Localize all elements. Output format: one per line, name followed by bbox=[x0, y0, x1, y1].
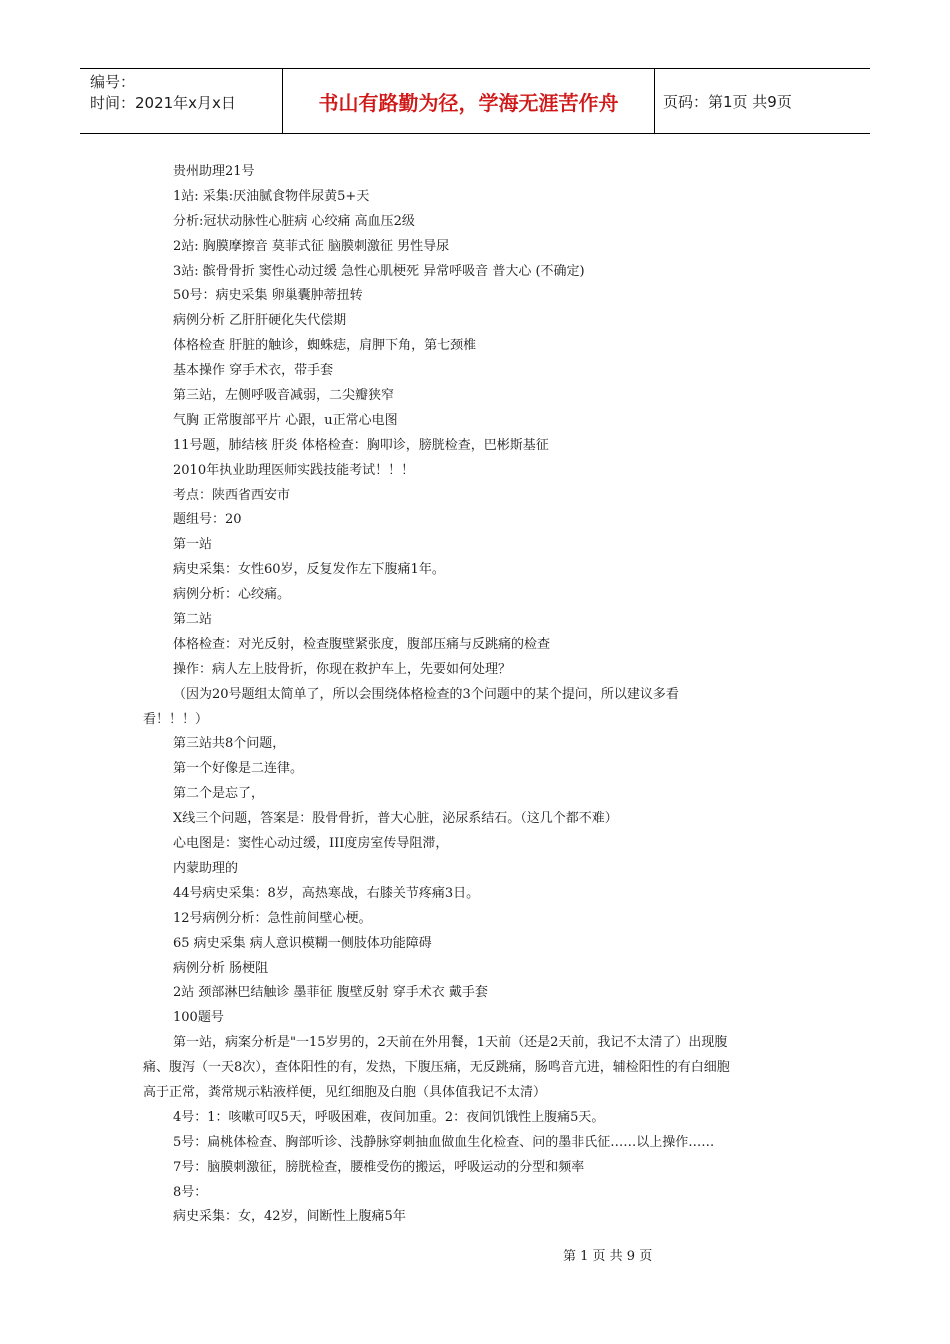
text-line: X线三个问题，答案是：股骨骨折，普大心脏，泌尿系结石。（这几个都不难） bbox=[173, 811, 618, 827]
text-line: 基本操作 穿手术衣，带手套 bbox=[173, 363, 334, 379]
text-line: 2站: 胸膜摩擦音 莫菲式征 脑膜刺激征 男性导尿 bbox=[173, 238, 450, 254]
motto-cell bbox=[283, 69, 655, 133]
text-line: 病史采集：女，42岁，间断性上腹痛5年 bbox=[173, 1209, 406, 1225]
text-line: 5号：扁桃体检查、胸部听诊、浅静脉穿刺抽血做血生化检查、问的墨非氏征……以上操作…… bbox=[173, 1134, 715, 1150]
text-line: 考点：陕西省西安市 bbox=[173, 487, 291, 503]
page-number-cell bbox=[655, 69, 870, 133]
text-line: 内蒙助理的 bbox=[173, 860, 239, 876]
text-line: 病例分析 肠梗阻 bbox=[173, 960, 269, 976]
text-line: 2站 颈部淋巴结触诊 墨菲征 腹壁反射 穿手术衣 戴手套 bbox=[173, 985, 488, 1001]
text-line: 高于正常，粪常规示粘液样便，见红细胞及白胞（具体值我记不太清） bbox=[143, 1084, 547, 1100]
text-line: 3站: 髌骨骨折 窦性心动过缓 急性心肌梗死 异常呼吸音 普大心 (不确定) bbox=[173, 263, 585, 279]
text-line: 4号：1：咳嗽可叹5天，呼吸困难，夜间加重。2：夜间饥饿性上腹痛5天。 bbox=[173, 1109, 605, 1125]
text-line: 气胸 正常腹部平片 心跟，u正常心电图 bbox=[173, 412, 398, 428]
document-header bbox=[80, 68, 870, 134]
text-line: 1站: 采集:厌油腻食物伴尿黄5+天 bbox=[173, 188, 370, 204]
text-line: 题组号：20 bbox=[173, 512, 242, 528]
text-line: 体格检查：对光反射，检查腹壁紧张度，腹部压痛与反跳痛的检查 bbox=[173, 636, 551, 652]
text-line: 心电图是：窦性心动过缓，III度房室传导阻滞， bbox=[173, 836, 449, 852]
text-line: 贵州助理21号 bbox=[173, 164, 255, 179]
header-meta-cell bbox=[80, 69, 283, 133]
text-line: 7号：脑膜刺激征，膀胱检查，腰椎受伤的搬运，呼吸运动的分型和频率 bbox=[173, 1159, 585, 1175]
text-line: 第一个好像是二连律。 bbox=[173, 761, 304, 777]
text-line: 看！！！） bbox=[143, 711, 209, 727]
text-line: 11号题，肺结核 肝炎 体格检查：胸叩诊，膀胱检查，巴彬斯基征 bbox=[173, 437, 549, 453]
text-line: 第二个是忘了， bbox=[173, 786, 265, 802]
text-line: 病例分析：心绞痛。 bbox=[173, 587, 291, 603]
text-line: 体格检查 肝脏的触诊，蜘蛛痣，肩胛下角，第七颈椎 bbox=[173, 338, 477, 354]
serial-number-label: 编号： bbox=[90, 73, 136, 91]
text-line: （因为20号题组太简单了，所以会围绕体格检查的3个问题中的某个提问，所以建议多看 bbox=[173, 686, 679, 702]
text-line: 44号病史采集：8岁，高热寒战，右膝关节疼痛3日。 bbox=[173, 885, 480, 901]
header-page-number: 页码：第1页 共9页 bbox=[663, 92, 792, 111]
text-line: 第一站，病案分析是"一15岁男的，2天前在外用餐，1天前（还是2天前，我记不太清了）出现腹 bbox=[173, 1035, 728, 1051]
text-line: 第三站共8个问题， bbox=[173, 736, 286, 752]
text-line: 病史采集：女性60岁，反复发作左下腹痛1年。 bbox=[173, 562, 445, 578]
text-line: 100题号 bbox=[173, 1010, 224, 1026]
text-line: 第一站 bbox=[173, 537, 213, 553]
footer-page-number: 第 1 页 共 9 页 bbox=[563, 1249, 653, 1264]
text-line: 50号：病史采集 卵巢囊肿蒂扭转 bbox=[173, 288, 363, 304]
text-line: 痛、腹泻（一天8次），查体阳性的有，发热，下腹压痛，无反跳痛，肠鸣音亢进，辅检阳性的有白细胞 bbox=[143, 1060, 730, 1076]
text-line: 第二站 bbox=[173, 612, 213, 628]
header-motto: 书山有路勤为径，学海无涯苦作舟 bbox=[318, 90, 619, 115]
text-line: 第三站，左侧呼吸音减弱，二尖瓣狭窄 bbox=[173, 388, 395, 404]
text-line: 2010年执业助理医师实践技能考试！！！ bbox=[173, 462, 415, 478]
text-line: 操作：病人左上肢骨折，你现在救护车上，先要如何处理？ bbox=[173, 661, 512, 677]
text-line: 12号病例分析：急性前间壁心梗。 bbox=[173, 910, 372, 926]
document-body bbox=[143, 160, 805, 1230]
text-line: 分析:冠状动脉性心脏病 心绞痛 高血压2级 bbox=[173, 213, 415, 229]
text-line: 65 病史采集 病人意识模糊一侧肢体功能障碍 bbox=[173, 935, 432, 951]
text-line: 病例分析 乙肝肝硬化失代偿期 bbox=[173, 313, 347, 329]
text-line: 8号： bbox=[173, 1184, 208, 1200]
date-label: 时间：2021年x月x日 bbox=[90, 94, 236, 112]
